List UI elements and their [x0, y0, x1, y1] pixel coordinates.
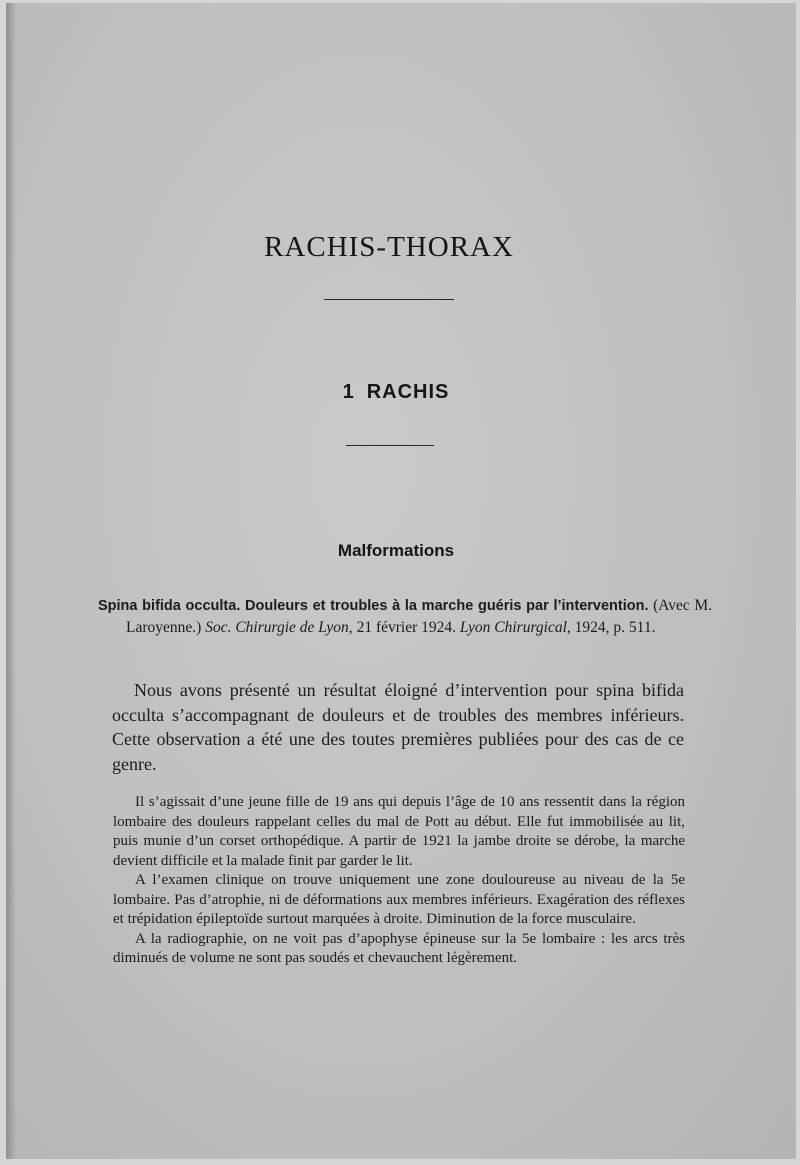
observation-paragraph: Il s’agissait d’une jeune fille de 19 ans qui depuis l’âge de 10 ans ressentit dans la région lombaire des douleurs rappelant celles du mal de Pott au début. Elle fut immobilisée au lit, puis munie d’un corset orthopédique. A partir de 1921 la jambe droite se dérobe, la marche devient difficile et la malade finit par garder le lit. — [113, 794, 685, 869]
summary-paragraph: Nous avons présenté un résultat éloigné d’intervention pour spina bifida occulta s’accompagnant de douleurs et de troubles des membres inférieurs. Cette observation a été une des toutes premières publiées pour des cas de ce genre. — [112, 680, 684, 774]
reference-society-date: 21 février 1924. — [352, 619, 460, 636]
chapter-number: 1 — [342, 381, 355, 403]
chapter-title: RACHIS — [366, 381, 450, 403]
bibliographic-reference — [98, 595, 712, 638]
chapter-heading — [6, 381, 786, 404]
reference-society: Soc. Chirurgie de Lyon, — [205, 619, 353, 636]
observation-paragraph: A la radiographie, on ne voit pas d’apophyse épineuse sur la 5e lombaire : les arcs très diminués de volume ne sont pas soudés et chevauchent légèrement. — [113, 930, 685, 966]
book-page — [6, 3, 796, 1159]
reference-journal: Lyon Chirurgical, — [459, 619, 571, 636]
observation-paragraph: A l’examen clinique on trouve uniquement une zone douloureuse au niveau de la 5e lombaire. Pas d’atrophie, ni de déformations aux membres inférieurs. Exagération des réflexes et trépidation épileptoïde surtout marquées à droite. Diminution de la force musculaire. — [113, 872, 685, 927]
reference-coauthor: (Avec M. Laroyenne.) — [126, 597, 712, 636]
title-divider — [324, 299, 454, 300]
reference-title: Spina bifida occulta. Douleurs et troubles à la marche guéris par l’intervention. — [98, 598, 649, 614]
part-title: RACHIS-THORAX — [264, 231, 514, 263]
case-observation — [113, 793, 685, 969]
chapter-divider — [346, 445, 434, 446]
section-title: Malformations — [337, 541, 455, 560]
reference-journal-ref: 1924, p. 511. — [570, 619, 656, 636]
